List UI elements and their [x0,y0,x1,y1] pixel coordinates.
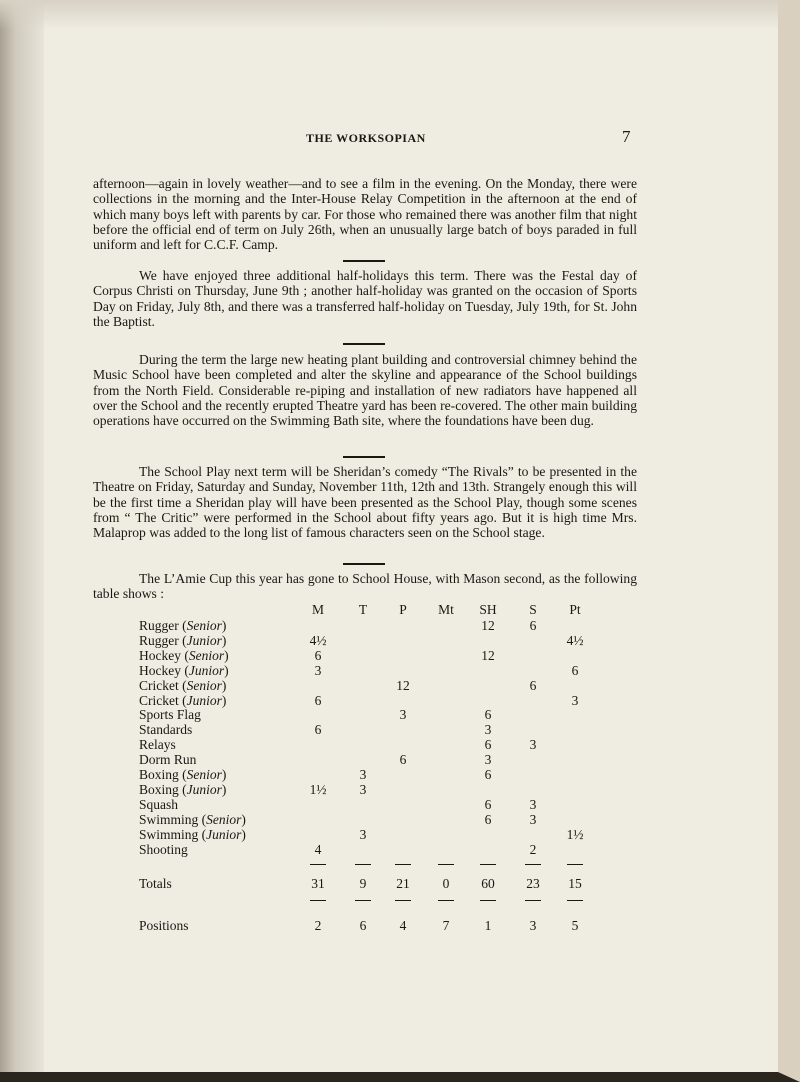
score-cell: 6 [484,707,492,723]
sport-qualifier: Junior [188,662,225,678]
column-header-p: P [399,602,407,617]
row-label [139,842,188,858]
total-cell: 60 [481,876,495,892]
page-number: 7 [622,127,631,146]
section-divider [343,563,385,565]
row-label: Swimming (Junior) [139,826,246,842]
paragraph-school-play: The School Play next term will be Sheridan’s comedy “The Rivals” to be presented in the Theatre on Friday, Saturday and Sunday, November 11th, 12th and 13th. Strangely enough this will be the first time a Sheridan play will have been presented as the School Play, though some scenes from “ The Critic” were performed in the School about fifty years ago. But it is high time Mrs. Malaprop was added to the long list of famous characters seen on the School stage. [93,464,637,541]
row-label: Swimming (Senior) [139,811,246,827]
column-header-m: M [311,602,324,617]
score-cell: 3 [484,722,492,738]
score-cell: 6 [484,796,492,812]
row-label: Boxing (Junior) [139,781,227,797]
sport-qualifier: Junior [186,692,222,708]
score-cell: 12 [481,647,495,663]
score-cell: 3 [484,752,492,768]
sport-name: Swimming [139,811,199,827]
rule-above-totals [395,864,411,865]
rule-below-totals [567,900,583,901]
total-cell: 9 [359,876,367,892]
rule-below-totals [395,900,411,901]
position-cell: 5 [571,918,579,934]
total-cell: 15 [568,876,582,892]
position-cell: 2 [314,918,322,934]
sport-name: Standards [139,722,193,738]
score-cell: 3 [359,826,367,842]
sport-qualifier: Junior [206,826,242,842]
sport-name: Sports Flag [139,707,201,723]
row-label [139,722,192,738]
paragraph-end-of-term: afternoon—again in lovely weather—and to see a film in the evening. On the Monday, there were collections in the morning and the Inter-House Relay Competition in the afternoon at the end of which many boys left with parents by car. For those who remained there was another film that night before the official end of term on July 26th, when an unusually large batch of boys paraded in full uniform and left for C.C.F. Camp. [93,176,637,253]
score-cell: 6 [484,737,492,753]
score-cell: 3 [571,692,579,708]
sport-qualifier: Junior [186,632,222,648]
score-cell: 4½ [566,632,584,648]
sport-qualifier: Senior [206,811,242,827]
row-label: Cricket (Senior) [139,677,227,693]
rule-below-totals [438,900,454,901]
row-label: Cricket (Junior) [139,692,227,708]
rule-above-totals [480,864,496,865]
rule-below-totals [525,900,541,901]
score-cell: 3 [529,811,537,827]
sport-name: Relays [139,737,176,753]
total-cell: 31 [311,876,325,892]
sport-name: Dorm Run [139,752,197,768]
row-label: Hockey (Senior) [139,647,229,663]
score-cell: 3 [529,796,537,812]
position-cell: 4 [399,918,407,934]
row-label: Rugger (Senior) [139,618,227,633]
score-cell: 4½ [309,632,327,648]
rule-above-totals [355,864,371,865]
score-cell: 6 [484,767,492,782]
score-cell: 6 [314,722,322,738]
column-header-mt: Mt [438,602,454,617]
positions-label: Positions [139,918,189,934]
sport-name: Boxing [139,767,179,782]
score-cell: 1½ [566,826,584,842]
book-spine-shadow [0,0,44,1072]
totals-label: Totals [139,876,172,892]
score-cell: 4 [314,841,322,857]
position-cell: 1 [484,918,492,934]
position-cell: 7 [442,918,450,934]
sport-qualifier: Junior [186,781,222,797]
row-label: Boxing (Senior) [139,767,227,782]
sport-qualifier: Senior [186,767,222,782]
section-divider [343,343,385,345]
row-label: Hockey (Junior) [139,662,229,678]
row-label [139,737,176,753]
sport-name: Boxing [139,781,179,797]
sport-name: Shooting [139,841,188,857]
score-cell: 6 [314,647,322,663]
score-cell: 3 [359,767,367,782]
running-title: THE WORKSOPIAN [306,131,426,145]
sport-name: Cricket [139,692,179,708]
score-cell: 6 [399,752,407,768]
score-cell: 1½ [309,781,327,797]
section-divider [343,260,385,262]
score-cell: 6 [314,692,322,708]
score-cell: 3 [529,737,537,753]
sport-name: Swimming [139,826,199,842]
sport-name: Cricket [139,677,179,693]
column-header-t: T [358,602,368,617]
score-cell: 3 [314,662,322,678]
column-header-pt: Pt [569,602,581,617]
rule-below-totals [355,900,371,901]
sport-qualifier: Senior [186,618,222,633]
rule-below-totals [480,900,496,901]
total-cell: 0 [442,876,450,892]
paragraph-lamie-cup: The L’Amie Cup this year has gone to School House, with Mason second, as the following table shows : [93,571,637,602]
sport-qualifier: Senior [186,677,222,693]
row-label: Rugger (Junior) [139,632,227,648]
score-cell: 3 [359,781,367,797]
rule-below-totals [310,900,326,901]
rule-above-totals [310,864,326,865]
running-header [0,127,778,151]
column-header-s: S [529,602,537,617]
total-cell: 21 [396,876,410,892]
sport-name: Rugger [139,618,179,633]
page-top-edge [0,0,778,30]
paragraph-half-holidays: We have enjoyed three additional half-holidays this term. There was the Festal day of Corpus Christi on Thursday, June 9th ; another half-holiday was granted on the occasion of Sports Day on Friday, July 8th, and there was a transferred half-holiday on Tuesday, July 19th, for St. John the Baptist. [93,268,637,329]
section-divider [343,456,385,458]
score-cell: 6 [571,662,579,678]
row-label [139,797,178,813]
position-cell: 6 [359,918,367,934]
score-cell: 2 [529,841,537,857]
rule-above-totals [525,864,541,865]
sport-name: Squash [139,796,179,812]
column-header-sh: SH [479,602,497,617]
score-cell: 3 [399,707,407,723]
sport-name: Rugger [139,632,179,648]
position-cell: 3 [529,918,537,934]
score-cell: 6 [484,811,492,827]
sport-qualifier: Senior [188,647,225,663]
paragraph-building-works: During the term the large new heating plant building and controversial chimney behind the Music School have been completed and alter the skyline and appearance of the School buildings from the North Field. Considerable re-piping and installation of new radiators have happened all over the School and the recently erupted Theatre yard has been re-covered. The other main building operations have occurred on the Swimming Bath site, where the foundations have been dug. [93,352,637,429]
row-label [139,752,196,768]
score-cell: 12 [396,677,410,693]
total-cell: 23 [526,876,540,892]
rule-above-totals [438,864,454,865]
sport-name: Hockey [139,662,181,678]
sport-name: Hockey [139,647,181,663]
score-cell: 6 [529,677,537,693]
row-label [139,707,201,723]
score-cell: 12 [481,618,495,633]
score-cell: 6 [529,618,537,633]
rule-above-totals [567,864,583,865]
